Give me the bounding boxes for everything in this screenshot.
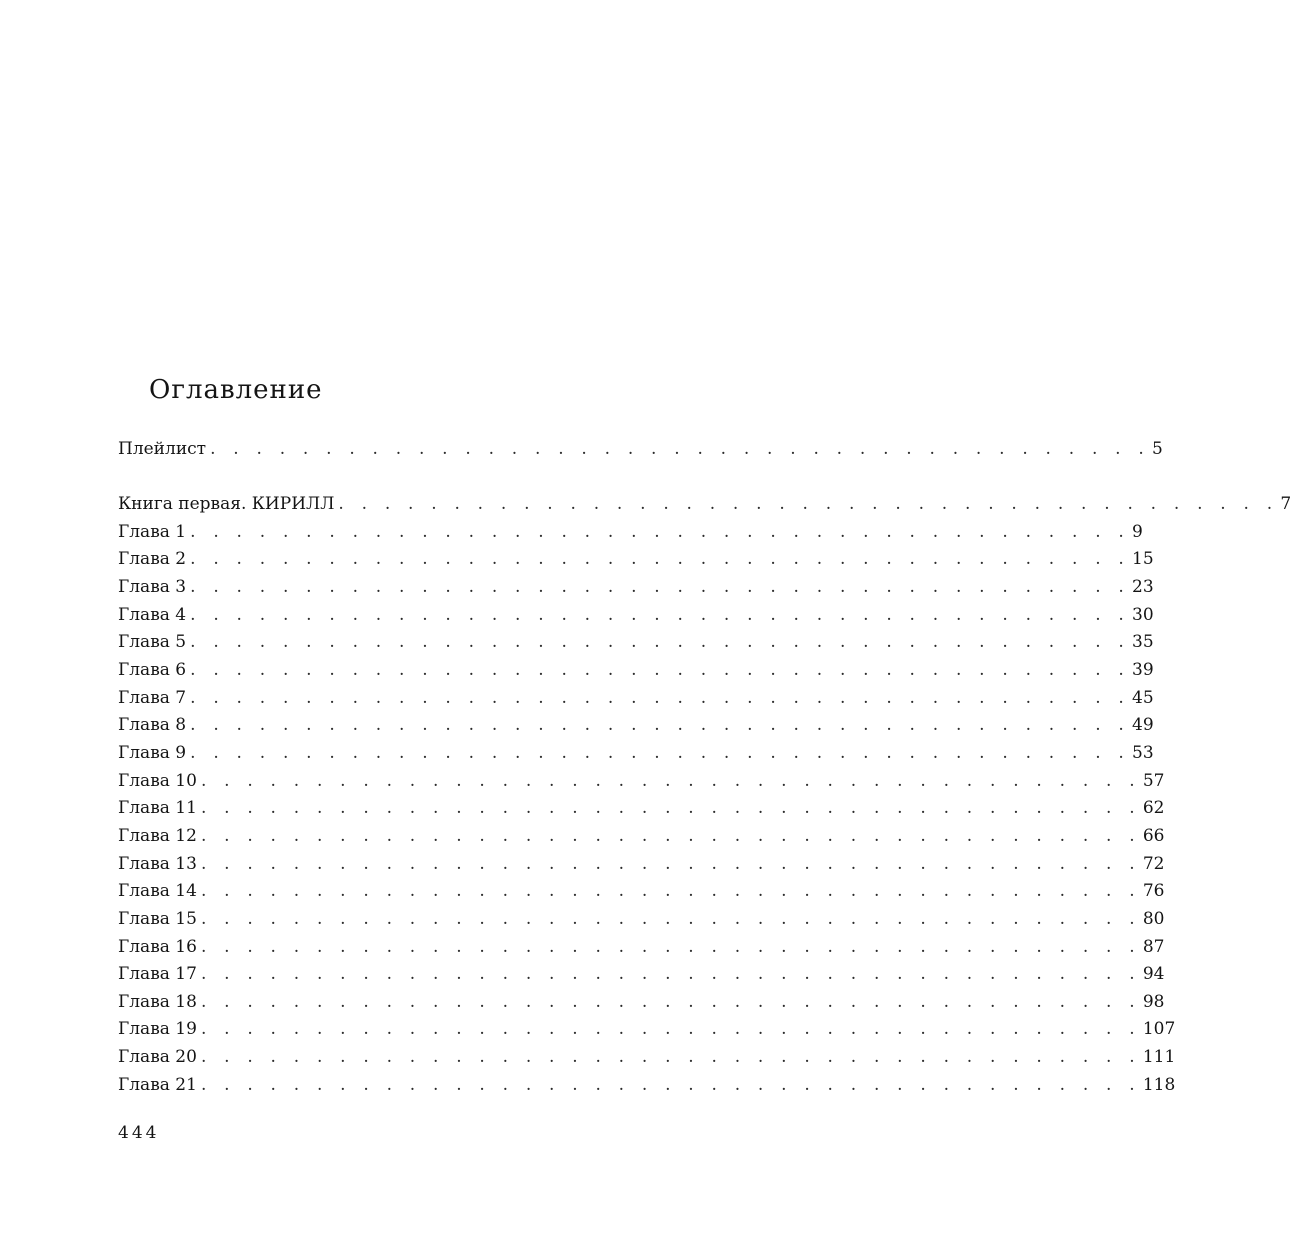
toc-entry-page: 5 [1152, 439, 1163, 459]
toc-entry-label: Глава 3 [118, 577, 187, 597]
toc-entry-label: Глава 17 [118, 964, 197, 984]
toc-entry-chapter-5[interactable] [118, 629, 1154, 656]
dot-leader: . . . . . . . . . . . . . . . . . . . . . . . . . . . . . . . . . . . . . . . . . [200, 798, 1141, 818]
toc-entry-label: Глава 13 [118, 854, 197, 874]
dot-leader: . . . . . . . . . . . . . . . . . . . . . . . . . . . . . . . . . . . . . . . . . [190, 688, 1131, 708]
toc-entry-label: Глава 5 [118, 632, 187, 652]
toc-entry-chapter-1[interactable] [118, 519, 1143, 546]
toc-entry-chapter-10[interactable] [118, 768, 1165, 795]
toc-entry-page: 62 [1142, 798, 1165, 818]
toc-entry-label: Глава 10 [118, 771, 197, 791]
toc-entry-chapter-3[interactable] [118, 574, 1154, 601]
toc-entry-chapter-16[interactable] [118, 934, 1165, 961]
toc-entry-book-one[interactable] [118, 491, 1291, 518]
toc-entry-chapter-17[interactable] [118, 961, 1165, 988]
toc-entry-chapter-19[interactable] [118, 1016, 1176, 1043]
toc-entry-label: Глава 20 [118, 1047, 197, 1067]
toc-entry-page: 45 [1132, 688, 1154, 708]
toc-entry-label: Глава 8 [118, 715, 187, 735]
dot-leader: . . . . . . . . . . . . . . . . . . . . . . . . . . . . . . . . . . . . . . . . . [200, 909, 1141, 929]
toc-entry-page: 39 [1132, 660, 1154, 680]
toc-entry-label: Плейлист [118, 439, 207, 459]
toc-entry-label: Глава 4 [118, 605, 187, 625]
toc-entry-label: Глава 6 [118, 660, 187, 680]
toc-entry-page: 49 [1132, 715, 1154, 735]
toc-entry-page: 7 [1280, 494, 1291, 514]
toc-entry-page: 87 [1142, 937, 1165, 957]
dot-leader: . . . . . . . . . . . . . . . . . . . . . . . . . . . . . . . . . . . . . . . . . [190, 549, 1131, 569]
toc-entry-page: 53 [1132, 743, 1154, 763]
page-number: 444 [118, 1123, 160, 1143]
toc-entry-chapter-15[interactable] [118, 906, 1165, 933]
toc-entry-page: 111 [1142, 1047, 1176, 1067]
dot-leader: . . . . . . . . . . . . . . . . . . . . . . . . . . . . . . . . . . . . . . . . . [190, 715, 1131, 735]
toc-entry-chapter-2[interactable] [118, 546, 1154, 573]
toc-entry-playlist[interactable] [118, 436, 1163, 463]
toc-entry-page: 72 [1142, 854, 1165, 874]
toc-entry-label: Глава 11 [118, 798, 197, 818]
toc-entry-label: Книга первая. КИРИЛЛ [118, 494, 335, 514]
toc-entry-label: Глава 14 [118, 881, 197, 901]
toc-entry-page: 98 [1142, 992, 1165, 1012]
toc-entry-page: 23 [1132, 577, 1154, 597]
toc-title: Оглавление [149, 375, 323, 405]
toc-entry-chapter-6[interactable] [118, 657, 1154, 684]
toc-entry-chapter-4[interactable] [118, 602, 1154, 629]
toc-entry-chapter-9[interactable] [118, 740, 1154, 767]
toc-entry-chapter-18[interactable] [118, 989, 1165, 1016]
dot-leader: . . . . . . . . . . . . . . . . . . . . . . . . . . . . . . . . . . . . . . . . . [200, 1075, 1141, 1095]
toc-entry-label: Глава 7 [118, 688, 187, 708]
toc-entry-label: Глава 21 [118, 1075, 197, 1095]
toc-entry-page: 80 [1142, 909, 1165, 929]
dot-leader: . . . . . . . . . . . . . . . . . . . . . . . . . . . . . . . . . . . . . . . . . [200, 992, 1141, 1012]
toc-entry-chapter-20[interactable] [118, 1044, 1176, 1071]
dot-leader: . . . . . . . . . . . . . . . . . . . . . . . . . . . . . . . . . . . . . . . . . [200, 881, 1141, 901]
dot-leader: . . . . . . . . . . . . . . . . . . . . . . . . . . . . . . . . . . . . . . . . . [190, 660, 1131, 680]
toc-entry-chapter-14[interactable] [118, 878, 1165, 905]
dot-leader: . . . . . . . . . . . . . . . . . . . . . . . . . . . . . . . . . . . . . . . . . [190, 632, 1131, 652]
toc-entry-label: Глава 9 [118, 743, 187, 763]
dot-leader: . . . . . . . . . . . . . . . . . . . . . . . . . . . . . . . . . . . . . . . . . [200, 826, 1141, 846]
dot-leader: . . . . . . . . . . . . . . . . . . . . . . . . . . . . . . . . . . . . . . . . . [210, 439, 1150, 459]
dot-leader: . . . . . . . . . . . . . . . . . . . . . . . . . . . . . . . . . . . . . . . . . [338, 494, 1279, 514]
toc-entry-chapter-13[interactable] [118, 851, 1165, 878]
dot-leader: . . . . . . . . . . . . . . . . . . . . . . . . . . . . . . . . . . . . . . . . . [200, 1019, 1141, 1039]
dot-leader: . . . . . . . . . . . . . . . . . . . . . . . . . . . . . . . . . . . . . . . . . [190, 577, 1131, 597]
dot-leader: . . . . . . . . . . . . . . . . . . . . . . . . . . . . . . . . . . . . . . . . . [190, 522, 1131, 542]
toc-entry-page: 9 [1132, 522, 1143, 542]
dot-leader: . . . . . . . . . . . . . . . . . . . . . . . . . . . . . . . . . . . . . . . . . [190, 743, 1131, 763]
toc-entry-label: Глава 2 [118, 549, 187, 569]
dot-leader: . . . . . . . . . . . . . . . . . . . . . . . . . . . . . . . . . . . . . . . . . [200, 964, 1141, 984]
toc-entry-label: Глава 1 [118, 522, 187, 542]
toc-entry-page: 107 [1142, 1019, 1176, 1039]
toc-entry-label: Глава 18 [118, 992, 197, 1012]
toc-entry-chapter-11[interactable] [118, 795, 1165, 822]
toc-entry-page: 94 [1142, 964, 1165, 984]
toc-entry-label: Глава 15 [118, 909, 197, 929]
dot-leader: . . . . . . . . . . . . . . . . . . . . . . . . . . . . . . . . . . . . . . . . . [190, 605, 1131, 625]
toc-entry-chapter-8[interactable] [118, 712, 1154, 739]
toc-entry-label: Глава 12 [118, 826, 197, 846]
toc-entry-page: 57 [1142, 771, 1165, 791]
toc-entry-page: 66 [1142, 826, 1165, 846]
toc-entry-page: 118 [1142, 1075, 1176, 1095]
toc-entry-label: Глава 19 [118, 1019, 197, 1039]
toc-entry-page: 30 [1132, 605, 1154, 625]
dot-leader: . . . . . . . . . . . . . . . . . . . . . . . . . . . . . . . . . . . . . . . . . [200, 937, 1141, 957]
toc-entry-page: 15 [1132, 549, 1154, 569]
dot-leader: . . . . . . . . . . . . . . . . . . . . . . . . . . . . . . . . . . . . . . . . . [200, 854, 1141, 874]
toc-entry-label: Глава 16 [118, 937, 197, 957]
toc-entry-page: 35 [1132, 632, 1154, 652]
toc-entry-chapter-7[interactable] [118, 685, 1154, 712]
toc-entry-chapter-21[interactable] [118, 1072, 1176, 1099]
toc-entry-chapter-12[interactable] [118, 823, 1165, 850]
toc-entry-page: 76 [1142, 881, 1165, 901]
dot-leader: . . . . . . . . . . . . . . . . . . . . . . . . . . . . . . . . . . . . . . . . . [200, 771, 1141, 791]
dot-leader: . . . . . . . . . . . . . . . . . . . . . . . . . . . . . . . . . . . . . . . . . [200, 1047, 1141, 1067]
